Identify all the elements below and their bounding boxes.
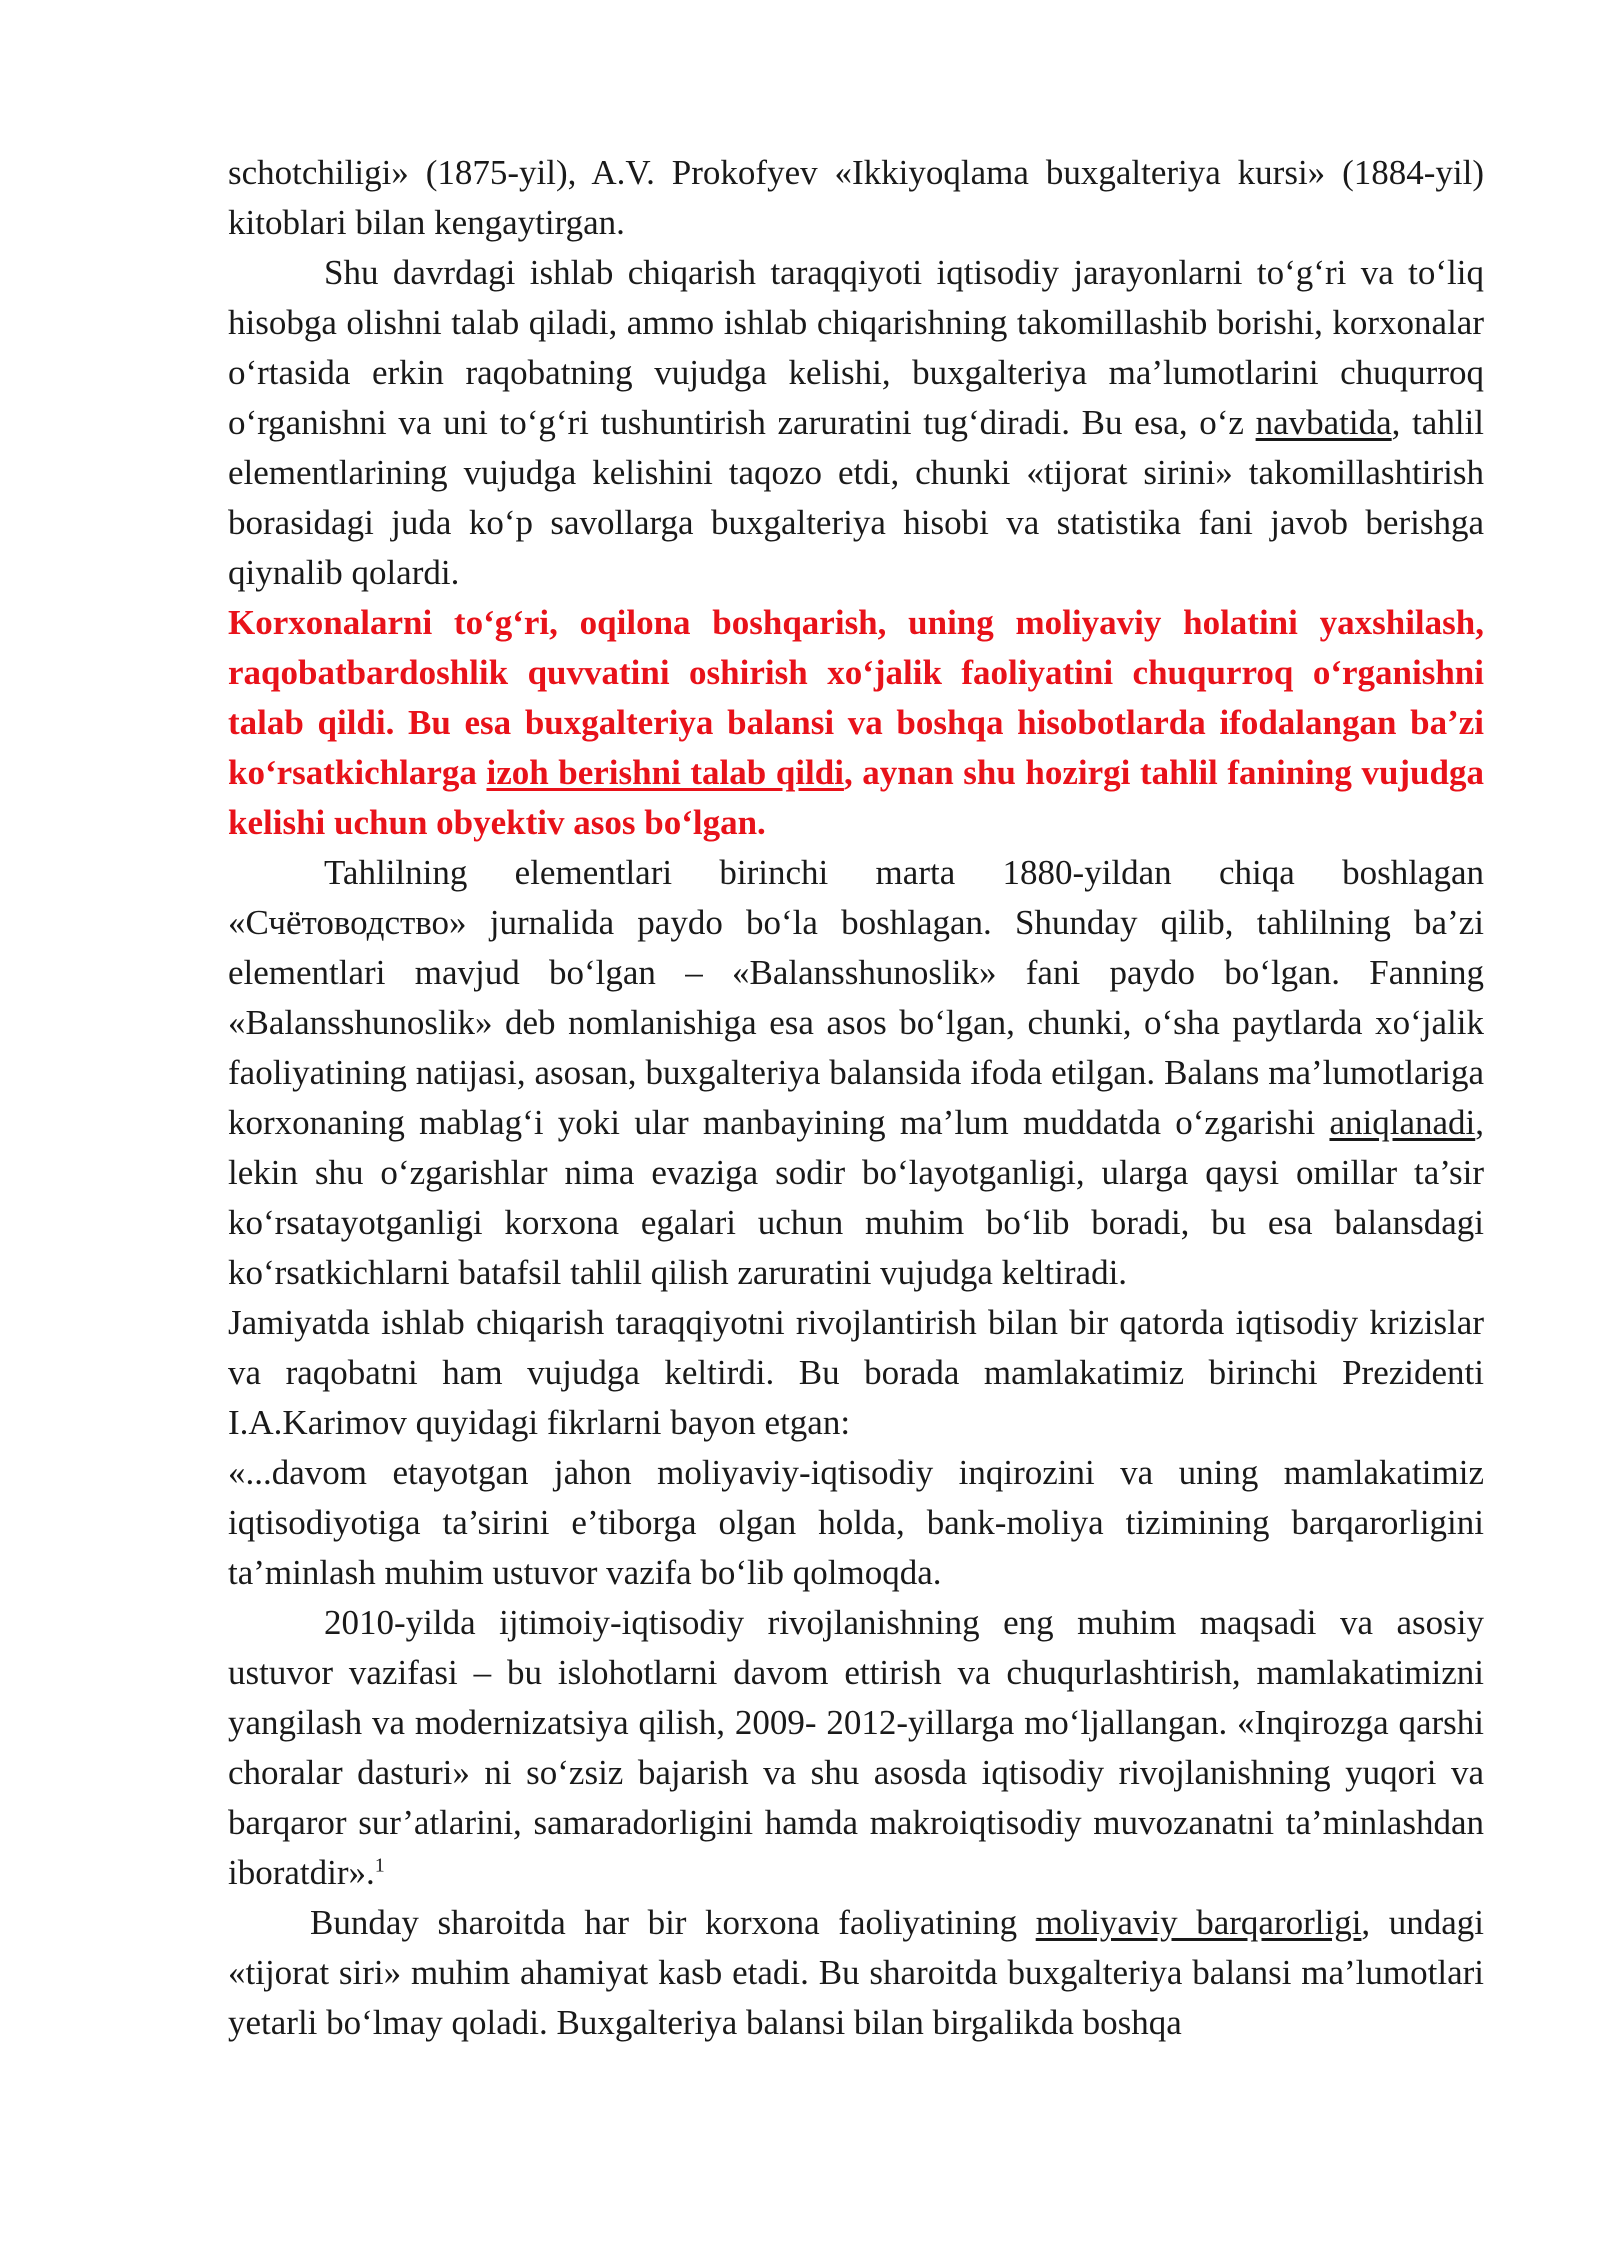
paragraph-text: Tahlilning elementlari birinchi marta 1880-yildan chiqa boshlagan «Счётоводство» jurnalida paydo bo‘la boshlagan. Shunday qilib, tahlilning ba’zi elementlari mavjud bo‘lgan – «Balansshunoslik» fani paydo bo‘lgan. Fanning «Balansshunoslik» deb nomlanishiga esa asos bo‘lgan, chunki, o‘sha paytlarda xo‘jalik faoliyatining natijasi, asosan, buxgalteriya balansida ifoda etilgan. Balans ma’lumotlariga korxonaning mablag‘i yoki ular manbayining ma’lum muddatda o‘zgarishi bbox=[228, 853, 1484, 1142]
paragraph-text: Shu davrdagi ishlab chiqarish taraqqiyoti iqtisodiy jarayonlarni to‘g‘ri va to‘liq hisobga olishni talab qiladi, ammo ishlab chiqarishning takomillashib borishi, korxonalar o‘rtasida erkin raqobatning vujudga kelishi, buxgalteriya ma’lumotlarini chuqurroq o‘rganishni va uni to‘g‘ri tushuntirish zaruratini tug‘diradi. Bu esa, o‘z bbox=[228, 253, 1484, 442]
quote-continuation-paragraph bbox=[228, 1598, 1484, 1898]
highlighted-paragraph bbox=[228, 598, 1484, 848]
paragraph-text: Bunday sharoitda har bir korxona faoliyatining bbox=[310, 1903, 1036, 1942]
paragraph-text: 2010-yilda ijtimoiy-iqtisodiy rivojlanishning eng muhim maqsadi va asosiy ustuvor vazifasi – bu islohotlarni davom ettirish va chuqurlashtirish, mamlakatimizni yangilash va modernizatsiya qilish, 2009- 2012-yillarga mo‘ljallangan. «Inqirozga qarshi choralar dasturi» ni so‘zsiz bajarish va shu asosda iqtisodiy rivojlanishning yuqori va barqaror sur’atlarini, samaradorligini hamda makroiqtisodiy muvozanatni ta’minlashdan iboratdir». bbox=[228, 1603, 1484, 1892]
paragraph-text: , tahlil elementlarining vujudga kelishini taqozo etdi, chunki «tijorat sirini» takomillashtirish borasidagi juda ko‘p savollarga buxgalteriya hisobi va statistika fani javob berishga qiynalib qolardi. bbox=[228, 403, 1485, 592]
highlighted-text: , aynan shu hozirgi tahlil fanining vujudga kelishi uchun obyektiv asos bo‘lgan. bbox=[228, 753, 1484, 842]
quote-paragraph: «...davom etayotgan jahon moliyaviy-iqtisodiy inqirozini va uning mamlakatimiz iqtisodiyotiga ta’sirini e’tiborga olgan holda, bank-moliya tizimining barqarorligini ta’minlash muhim ustuvor vazifa bo‘lib qolmoqda. bbox=[228, 1453, 1484, 1592]
underlined-word: navbatida bbox=[1255, 403, 1392, 442]
paragraph-continuation: schotchiligi» (1875-yil), A.V. Prokofyev «Ikkiyoqlama buxgalteriya kursi» (1884-yil) kitoblari bilan kengaytirgan. bbox=[228, 153, 1484, 242]
paragraph-text: , undagi «tijorat siri» muhim ahamiyat kasb etadi. Bu sharoitda buxgalteriya balansi ma’lumotlari yetarli bo‘lmay qoladi. Buxgalteriya balansi bilan birgalikda boshqa bbox=[228, 1903, 1485, 2042]
highlighted-text: Korxonalarni to‘g‘ri, oqilona boshqarish, uning moliyaviy holatini yaxshilash, raqobatbardoshlik quvvatini oshirish xo‘jalik faoliyatini chuqurroq o‘rganishni talab qildi. Bu esa buxgalteriya balansi va boshqa hisobotlarda ifodalangan ba’zi ko‘rsatkichlarga bbox=[228, 603, 1484, 792]
document-page bbox=[228, 148, 1484, 2048]
paragraph-society: Jamiyatda ishlab chiqarish taraqqiyotni rivojlantirish bilan bir qatorda iqtisodiy krizislar va raqobatni ham vujudga keltirdi. Bu borada mamlakatimiz birinchi Prezidenti I.A.Karimov quyidagi fikrlarni bayon etgan: bbox=[228, 1303, 1484, 1442]
footnote-marker: 1 bbox=[374, 1854, 385, 1877]
paragraph-production-development bbox=[228, 248, 1484, 598]
paragraph-conditions bbox=[228, 1898, 1484, 2048]
underlined-phrase: izoh berishni talab qildi bbox=[486, 753, 844, 792]
paragraph-analysis-elements bbox=[228, 848, 1484, 1298]
paragraph-text: , lekin shu o‘zgarishlar nima evaziga sodir bo‘layotganligi, ularga qaysi omillar ta’sir ko‘rsatayotganligi korxona egalari uchun muhim bo‘lib boradi, bu esa balansdagi ko‘rsatkichlarni batafsil tahlil qilish zaruratini vujudga keltiradi. bbox=[228, 1103, 1484, 1292]
underlined-word: aniqlanadi bbox=[1329, 1103, 1476, 1142]
underlined-phrase: moliyaviy barqarorligi bbox=[1035, 1903, 1362, 1942]
